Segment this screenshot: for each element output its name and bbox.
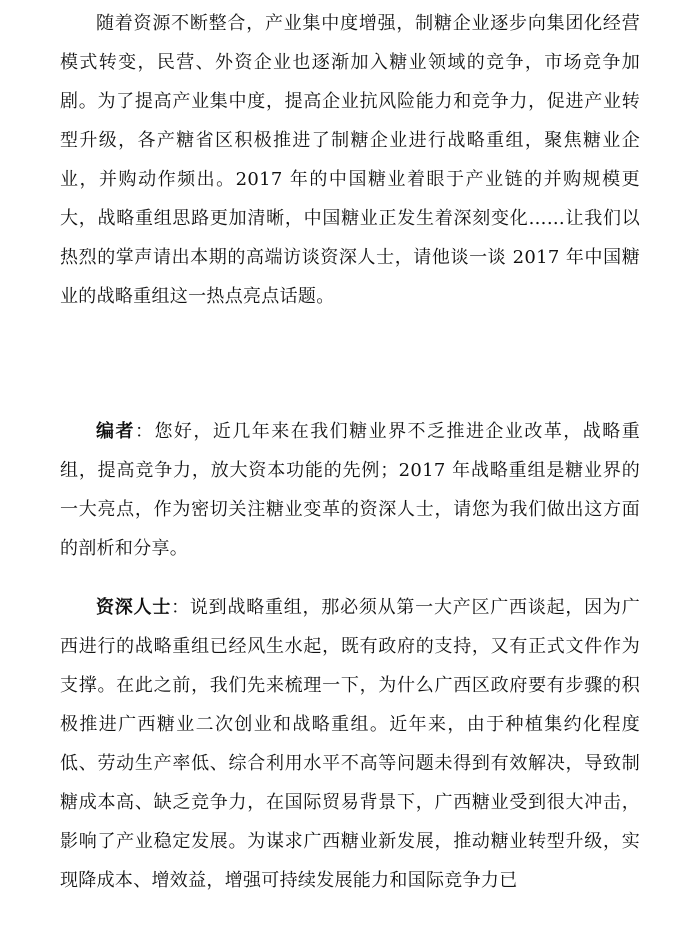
editor-question-paragraph: [60, 412, 640, 568]
editor-question-text: 您好，近几年来在我们糖业界不乏推进企业改革，战略重组，提高竞争力，放大资本功能的先例；2017 年战略重组是糖业界的一大亮点，作为密切关注糖业变革的资深人士，请您为我们做出这方面的剖析和分享。: [60, 421, 641, 559]
intro-paragraph: [60, 4, 640, 316]
expert-speaker-label: 资深人士: [96, 597, 172, 618]
editor-speaker-label: 编者: [96, 421, 135, 442]
expert-separator: ：: [171, 597, 190, 618]
intro-text: 随着资源不断整合，产业集中度增强，制糖企业逐步向集团化经营模式转变，民营、外资企业也逐渐加入糖业领域的竞争，市场竞争加剧。为了提高产业集中度，提高企业抗风险能力和竞争力，促进产业转型升级，各产糖省区积极推进了制糖企业进行战略重组，聚焦糖业企业，并购动作频出。2017 年的中国糖业着眼于产业链的并购规模更大，战略重组思路更加清晰，中国糖业正发生着深刻变化……让我们以热烈的掌声请出本期的高端访谈资深人士，请他谈一谈 2017 年中国糖业的战略重组这一热点亮点话题。: [60, 13, 640, 307]
expert-answer-paragraph: [60, 588, 640, 900]
editor-separator: ：: [134, 421, 155, 442]
expert-answer-text: 说到战略重组，那必须从第一大产区广西谈起，因为广西进行的战略重组已经风生水起，既有政府的支持，又有正式文件作为支撑。在此之前，我们先来梳理一下，为什么广西区政府要有步骤的积极推进广西糖业二次创业和战略重组。近年来，由于种植集约化程度低、劳动生产率低、综合利用水平不高等问题未得到有效解决，导致制糖成本高、缺乏竞争力，在国际贸易背景下，广西糖业受到很大冲击，影响了产业稳定发展。为谋求广西糖业新发展，推动糖业转型升级，实现降成本、增效益，增强可持续发展能力和国际竞争力已: [60, 597, 640, 891]
